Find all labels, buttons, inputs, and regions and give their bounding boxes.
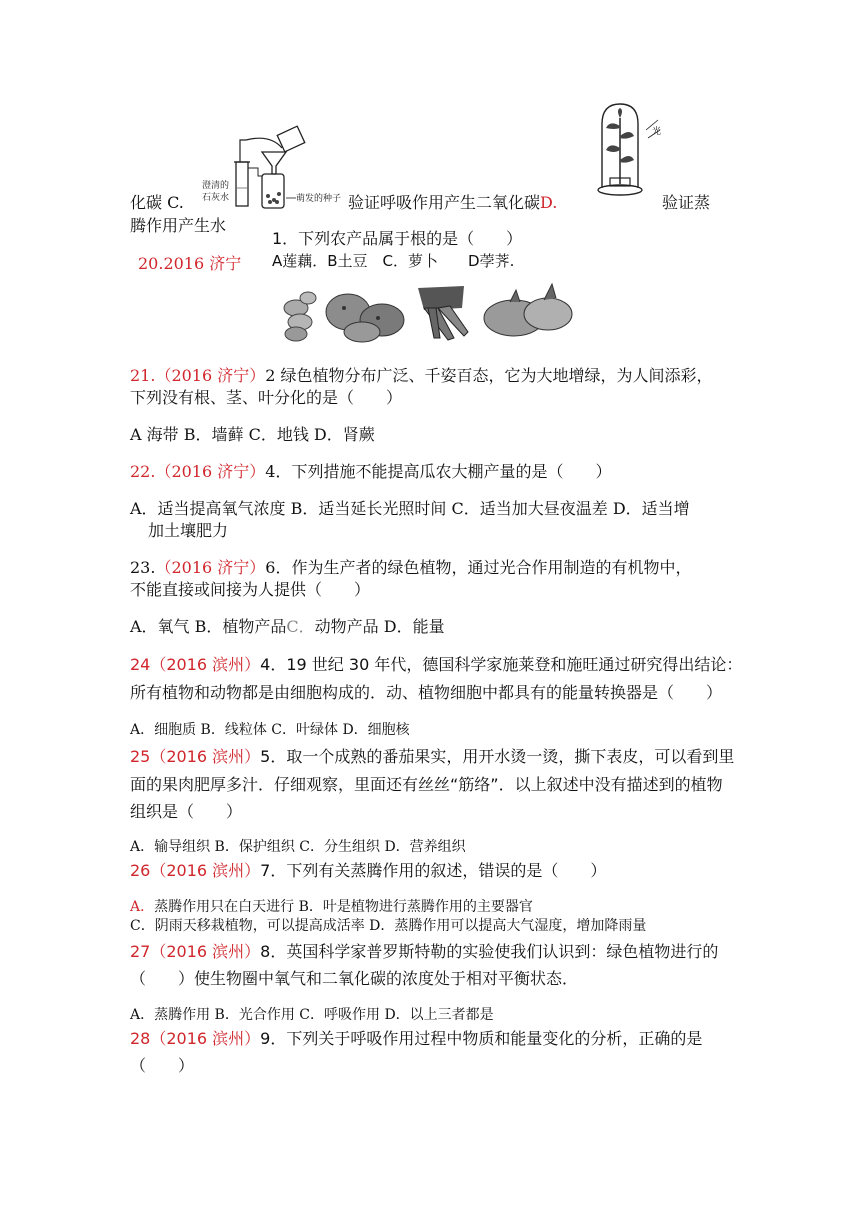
q19-line1-mid: 验证呼吸作用产生二氧化碳	[348, 193, 541, 212]
potato-image	[326, 294, 404, 342]
q27-number-source: 27（2016 滨州）	[130, 942, 261, 961]
q21-number-source: 21.（2016 济宁）	[130, 366, 266, 385]
q27-options: A．蒸腾作用 B．光合作用 C．呼吸作用 D．以上三者都是	[130, 1007, 494, 1023]
q23-options-rest: 动物产品 D．能量	[314, 617, 445, 636]
q26-options-line2: C．阴雨天移栽植物，可以提高成活率 D．蒸腾作用可以提高大气湿度，增加降雨量	[130, 918, 647, 934]
q26-option-a-letter: A．	[130, 899, 155, 915]
transpiration-bell-jar-figure	[588, 100, 668, 200]
q25-stem-line2: 面的果肉肥厚多汁．仔细观察，里面还有丝丝“筋络”．以上叙述中没有描述到的植物	[130, 775, 723, 794]
produce-figure	[278, 278, 580, 348]
q23-options-a: A．氧气 B．植物产品	[130, 617, 287, 636]
q28-stem-line2: （ ）	[130, 1056, 195, 1075]
figure-label-lime-water-1: 澄清的	[202, 181, 230, 191]
q21-options: A 海带 B．墙藓 C．地钱 D．肾蕨	[130, 425, 375, 444]
q23-stem-line1: 6．作为生产者的绿色植物，通过光合作用制造的有机物中，	[265, 558, 692, 577]
q20-options: A莲藕．B土豆 C．萝卜 D荸荠.	[272, 252, 515, 270]
q23-number: 23.	[130, 558, 156, 577]
figure-label-seeds: 萌发的种子	[296, 194, 342, 204]
q24-stem-line1: 4．19 世纪 30 年代，德国科学家施莱登和施旺通过研究得出结论：	[260, 655, 743, 674]
q21-stem-line1: 2 绿色植物分布广泛、千姿百态，它为大地增绿，为人间添彩，	[265, 366, 713, 385]
q27-stem-line2: （ ）使生物圈中氧气和二氧化碳的浓度处于相对平衡状态．	[130, 969, 579, 988]
figure-label-lime-water-2: 石灰水	[202, 193, 230, 203]
q22-number-source: 22.（2016 济宁）	[130, 462, 266, 481]
q25-stem-line3: 组织是（ ）	[130, 802, 243, 821]
q19-line2: 腾作用产生水	[130, 216, 227, 235]
q23-stem-line2: 不能直接或间接为人提供（ ）	[130, 580, 371, 599]
q19-option-d-letter: D.	[540, 193, 558, 212]
q23-source: （2016 济宁）	[155, 558, 266, 577]
q24-stem-line2: 所有植物和动物都是由细胞构成的．动、植物细胞中都具有的能量转换器是（ ）	[130, 683, 723, 702]
q20-stem: 1．下列农产品属于根的是（ ）	[272, 229, 523, 248]
q22-stem: 4．下列措施不能提高瓜农大棚产量的是（ ）	[265, 462, 612, 481]
q26-number-source: 26（2016 滨州）	[130, 861, 261, 880]
lotus-root-image	[284, 292, 316, 341]
q22-options-line2: 加土壤肥力	[148, 521, 229, 540]
water-chestnut-image	[484, 284, 572, 336]
q26-stem: 7．下列有关蒸腾作用的叙述，错误的是（ ）	[260, 861, 607, 880]
q25-number-source: 25（2016 滨州）	[130, 747, 261, 766]
q21-stem-line2: 下列没有根、茎、叶分化的是（ ）	[130, 388, 403, 407]
q27-stem-line1: 8．英国科学家普罗斯特勒的实验使我们认识到：绿色植物进行的	[260, 942, 719, 961]
q19-line1-end: 验证蒸	[662, 193, 711, 212]
figure-label-light: 光	[652, 127, 662, 137]
radish-image	[418, 286, 468, 340]
q28-number-source: 28（2016 滨州）	[130, 1029, 261, 1048]
q20-number-source: 20.2016 济宁	[138, 254, 242, 273]
respiration-apparatus-figure	[200, 122, 370, 214]
q24-number-source: 24（2016 滨州）	[130, 655, 261, 674]
q25-options: A．输导组织 B．保护组织 C．分生组织 D．营养组织	[130, 839, 466, 855]
q19-line1-prefix: 化碳 C.	[130, 193, 184, 212]
q28-stem-line1: 9．下列关于呼吸作用过程中物质和能量变化的分析，正确的是	[260, 1029, 703, 1048]
q24-options: A．细胞质 B．线粒体 C．叶绿体 D．细胞核	[130, 722, 410, 738]
q26-options-line1: 蒸腾作用只在白天进行 B．叶是植物进行蒸腾作用的主要器官	[154, 899, 533, 915]
q25-stem-line1: 5．取一个成熟的番茄果实，用开水烫一烫，撕下表皮，可以看到里	[260, 747, 735, 766]
q23-options-c: C．	[286, 617, 315, 636]
q22-options-line1: A．适当提高氧气浓度 B．适当延长光照时间 C．适当加大昼夜温差 D．适当增	[130, 499, 690, 518]
